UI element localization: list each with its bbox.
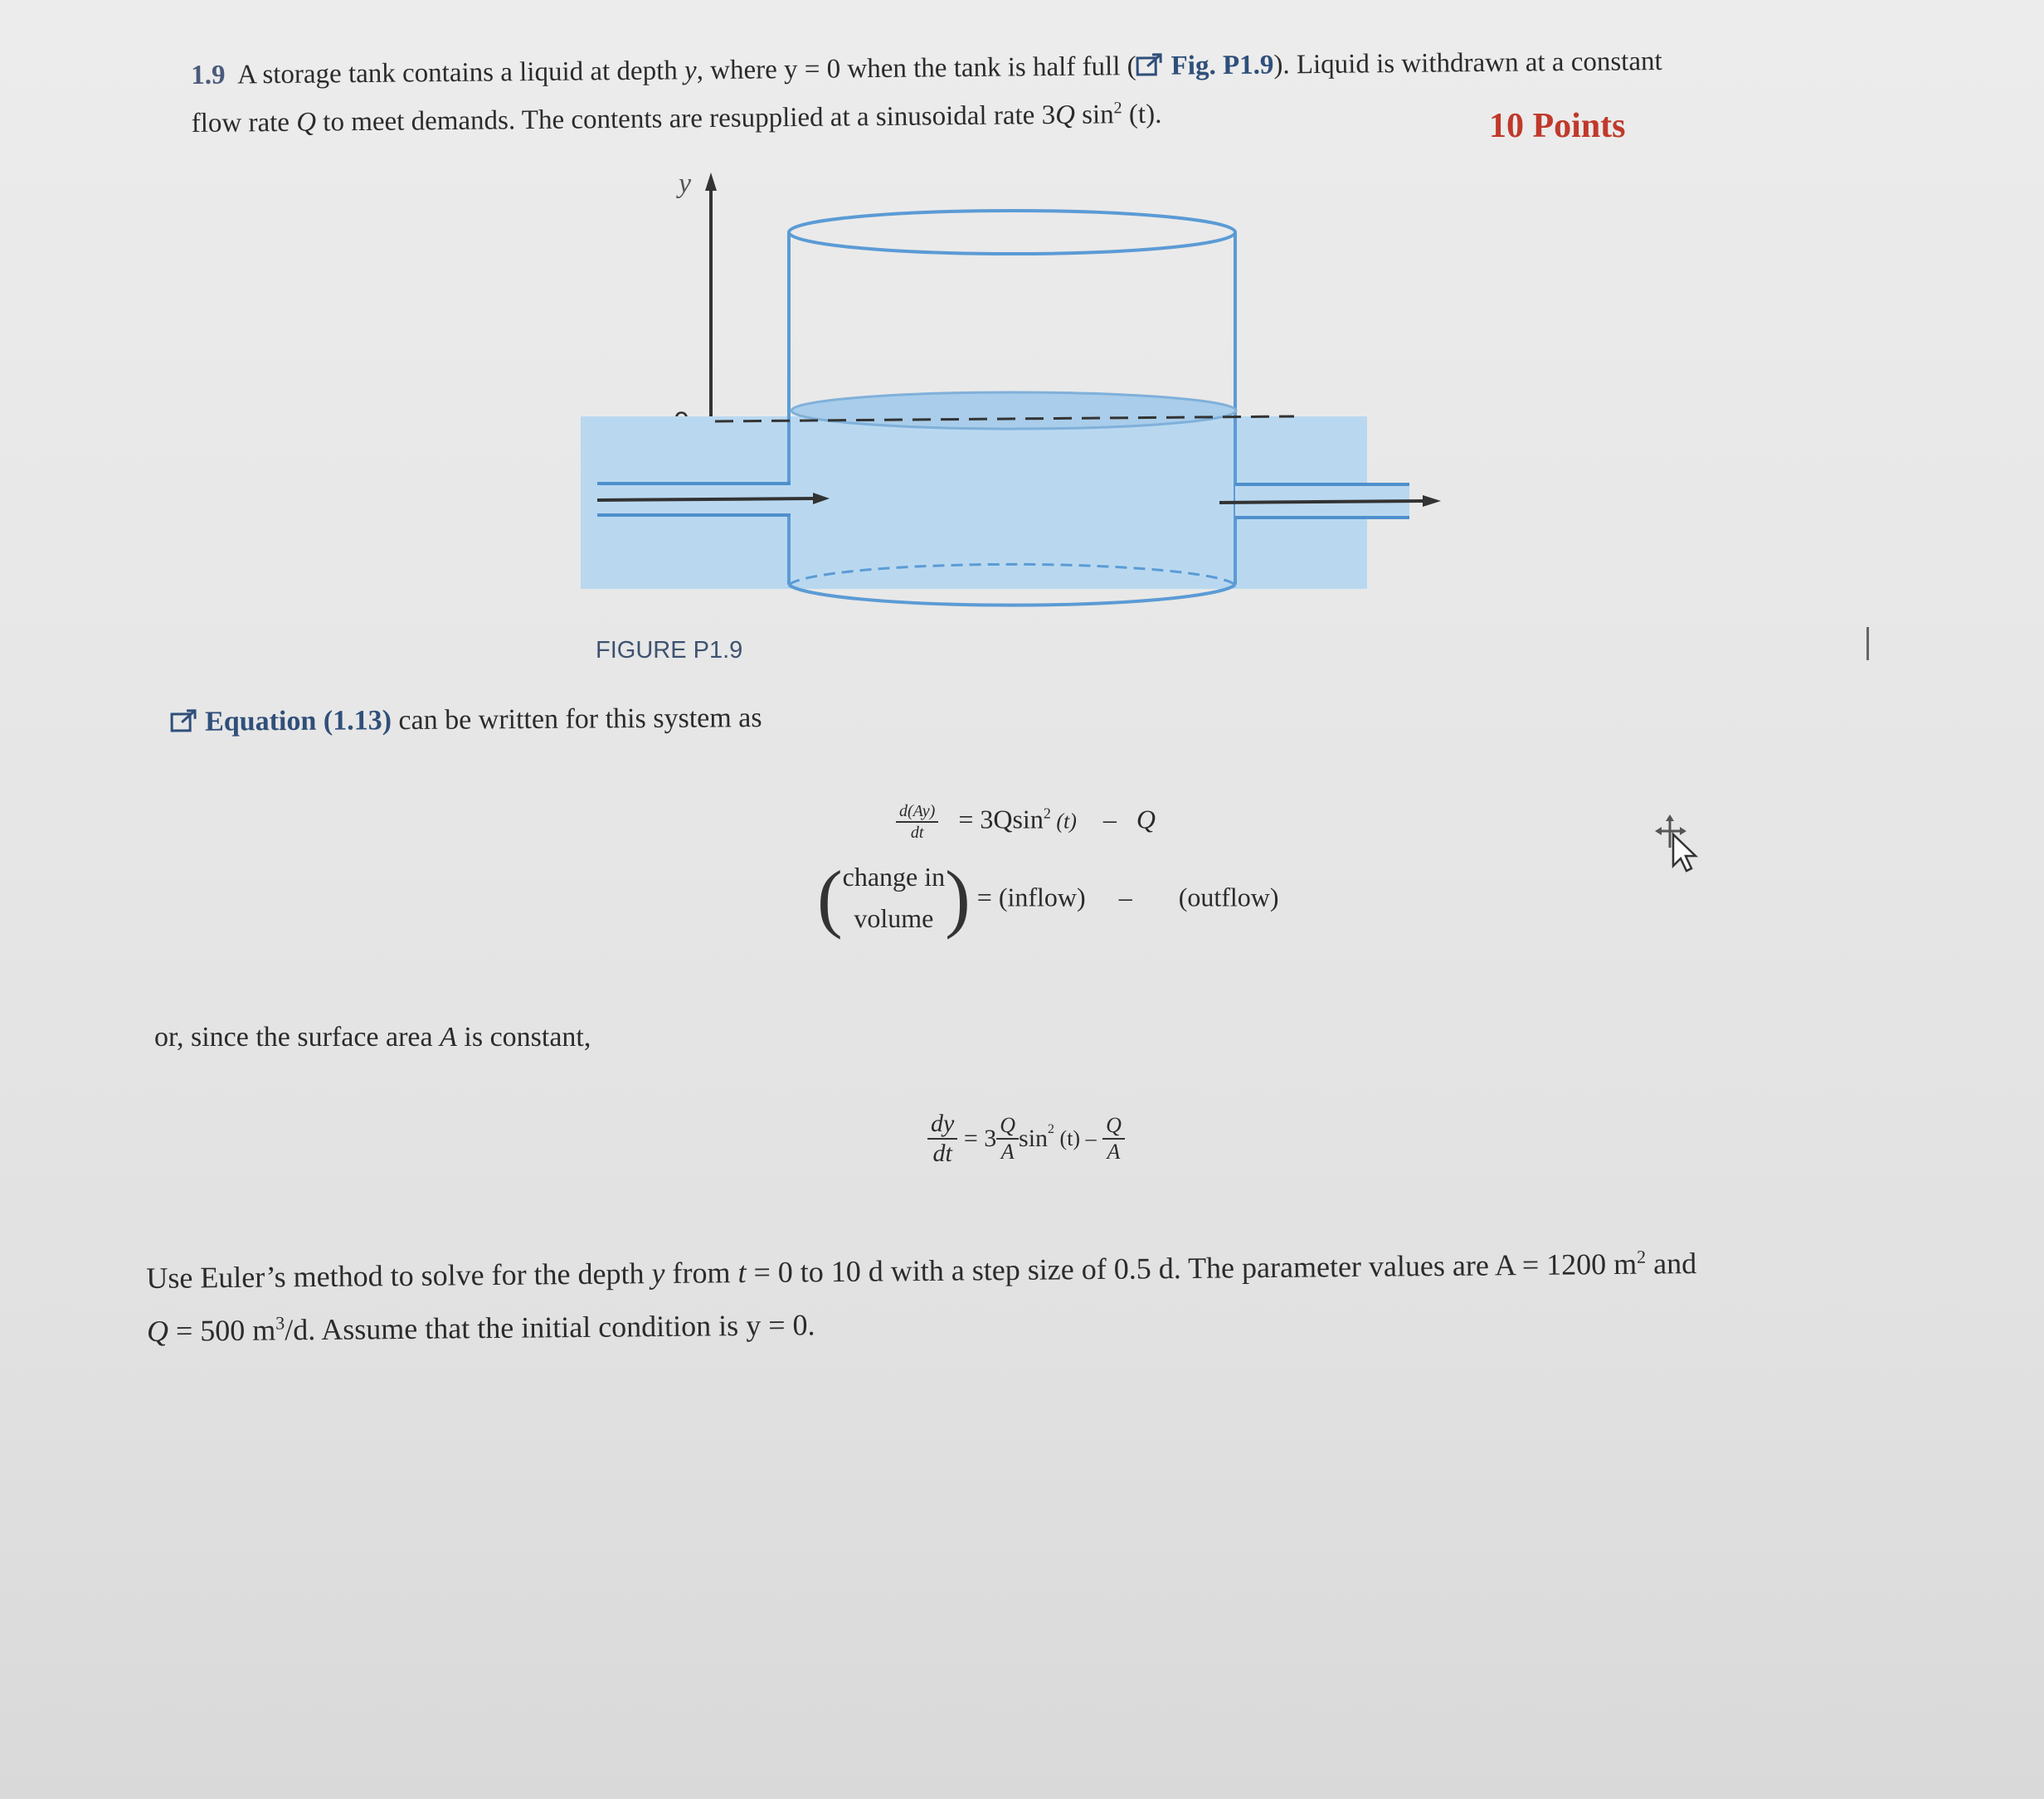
equation-intro-text: can be written for this system as [391,703,762,737]
word-outflow: (outflow) [1178,882,1279,912]
eq2-arg: (t) – [1054,1126,1097,1150]
tank-figure [581,158,1460,639]
task-l2-Q: Q [146,1314,169,1348]
task-l1-b: from [664,1256,738,1290]
figure-caption: FIGURE P1.9 [596,637,743,664]
water-surface [791,392,1236,429]
task-l1-c: = 0 to 10 d with a step size of 0.5 d. The parameter values are A = 1200 m [746,1247,1638,1290]
problem-text-2b: to meet demands. The contents are resupplied at a sinusoidal rate [315,100,1042,138]
surface-var-A: A [440,1022,457,1053]
eq2-lhs-num: dy [927,1111,957,1140]
eq2-lhs-fraction [927,1111,957,1166]
points-badge: 10 Points [1489,107,1626,145]
change-volume-stack [843,856,946,939]
word-eq-inflow: = (inflow) [976,882,1086,912]
problem-text-1a: A storage tank contains a liquid at depth [237,56,685,90]
y-axis-arrow [705,173,717,191]
task-l1-y: y [651,1256,665,1291]
task-l1-sup: 2 [1636,1246,1647,1267]
equation-1-words [817,856,1279,939]
eq1-q: Q [1136,804,1156,834]
rate-exp: 2 [1113,99,1122,118]
eq2-eq3: = 3 [963,1125,997,1152]
word-volume: volume [854,903,934,933]
outlet-arrow [1219,501,1423,503]
equation-intro [170,703,762,738]
eq2-f1-num: Q [996,1115,1019,1140]
var-Q: Q [296,107,317,138]
task-l1-t: t [737,1256,747,1290]
task-text [146,1233,1697,1354]
word-minus: – [1118,882,1132,912]
eq2-lhs-den: dt [932,1140,952,1167]
eq2-exp: 2 [1048,1121,1055,1136]
eq2-f2-den: A [1107,1140,1121,1164]
outlet-arrow-head [1423,495,1441,507]
fig-ref-link[interactable]: Fig. P1.9 [1170,50,1274,81]
equation-1-top [896,803,1156,841]
word-change: change in [842,862,946,892]
task-l2-b: /d. Assume that the initial condition is y = 0. [285,1308,815,1347]
problem-text-1b: , where [696,55,785,86]
var-y: y [684,56,697,86]
problem-number: 1.9 [191,60,226,90]
equation-2 [927,1111,1125,1166]
eq1-exp: 2 [1043,805,1051,822]
external-link-icon[interactable] [1136,49,1164,74]
eq2-f1-den: A [1000,1140,1015,1164]
problem-text-1d: ). Liquid is withdrawn at a constant [1273,46,1662,80]
rate-Q: Q [1054,100,1076,130]
cond-y0: y = 0 [783,54,841,85]
task-l1-d: and [1645,1247,1697,1281]
task-l2-a: = 500 m [168,1313,276,1348]
surface-text-pre: or, since the surface area [154,1022,440,1053]
right-paren: ) [945,855,971,940]
text-cursor-mark [1866,627,1869,660]
eq2-sin: sin [1019,1125,1049,1152]
eq2-frac1 [996,1115,1019,1163]
rate-coef: 3 [1041,100,1056,131]
task-l2-sup: 3 [275,1312,285,1334]
eq2-frac2 [1102,1115,1125,1163]
rate-sin: sin [1074,100,1114,130]
eq1-lhs-fraction [896,803,938,841]
problem-text-2a: flow rate [191,107,297,139]
task-l1-a: Use Euler’s method to solve for the depth [146,1257,652,1295]
problem-text-1c: when the tank is half full ( [840,51,1136,85]
eq1-arg: (t) [1050,809,1077,834]
move-cursor-icon [1655,814,1705,873]
equation-link-icon[interactable] [170,709,198,734]
eq1-rhs: = 3Qsin [958,804,1044,834]
y-axis-label: y [679,168,692,199]
equation-ref-link[interactable]: Equation (1.13) [204,705,392,737]
eq1-minus: – [1102,804,1117,834]
tank-top [789,211,1235,254]
eq1-lhs-num: d(Ay) [896,803,938,823]
rate-arg: (t). [1122,99,1162,130]
left-paren: ( [817,855,843,940]
eq2-f2-num: Q [1102,1115,1125,1140]
surface-text [154,1022,591,1053]
eq1-lhs-den: dt [910,824,924,842]
inlet-arrow [597,498,813,500]
surface-text-post: is constant, [456,1022,591,1053]
